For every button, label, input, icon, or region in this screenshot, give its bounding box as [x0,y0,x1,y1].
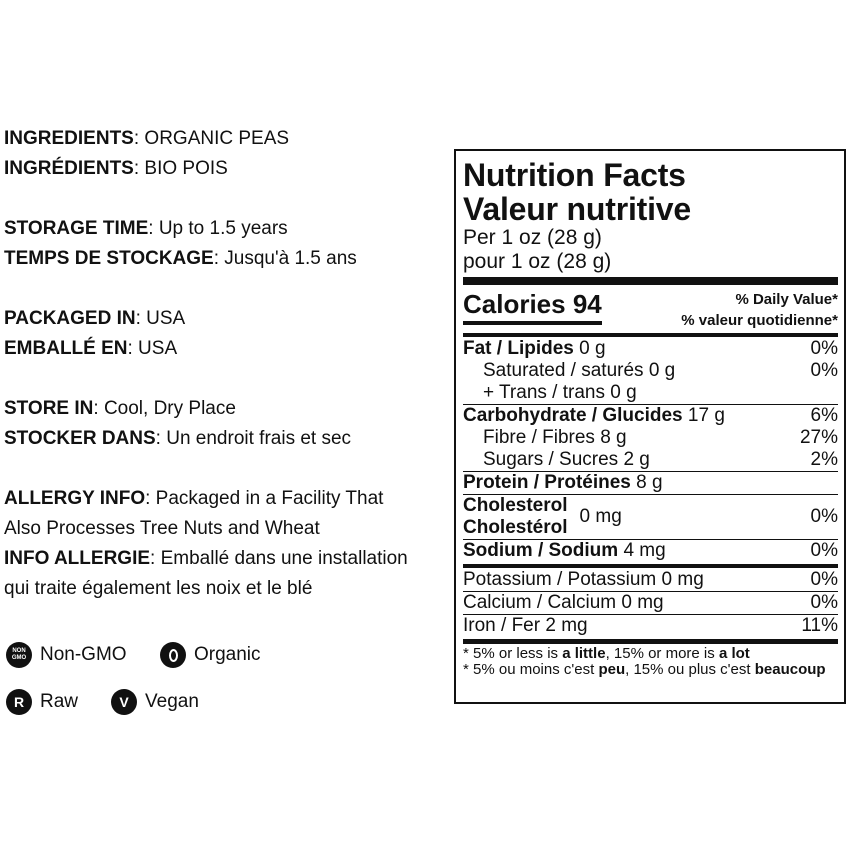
badge-non-gmo [6,642,127,668]
nutrient-row-sugars: Sugars / Sucres 2 g 2% [483,449,838,470]
daily-value-en: % Daily Value* [735,291,838,308]
raw-icon: R [6,689,32,715]
non-gmo-icon: NON GMO [6,642,32,668]
nutrient-row-trans: + Trans / trans 0 g [483,382,637,403]
storage-time-en: STORAGE TIME: Up to 1.5 years [4,218,288,239]
storage-time-fr: TEMPS DE STOCKAGE: Jusqu'à 1.5 ans [4,248,357,269]
badge-raw [6,689,78,715]
serving-size-en: Per 1 oz (28 g) [463,226,602,249]
packaged-in-fr: EMBALLÉ EN: USA [4,338,178,359]
nutrition-title-en: Nutrition Facts [463,157,686,193]
daily-value-fr: % valeur quotidienne* [681,312,838,329]
organic-icon [160,642,186,668]
badge-non-gmo-label: Non-GMO [40,644,127,665]
calories-row [463,289,838,331]
store-in-en: STORE IN: Cool, Dry Place [4,398,236,419]
nutrient-row-protein: Protein / Protéines 8 g [463,472,663,493]
nutrient-row-iron: Iron / Fer 2 mg 11% [463,615,838,636]
badge-raw-label: Raw [40,691,79,712]
ingredients-fr: INGRÉDIENTS: BIO POIS [4,158,228,179]
nutrient-row-cholesterol: Cholesterol Cholestérol 0 mg 0% [463,495,838,538]
daily-value-header [681,289,838,331]
nutrition-facts-panel [454,149,846,704]
badge-organic [160,642,261,668]
nutrient-row-fat: Fat / Lipides 0 g 0% [463,338,838,359]
nutrient-row-calcium: Calcium / Calcium 0 mg 0% [463,592,838,613]
serving-size-fr: pour 1 oz (28 g) [463,250,612,273]
footnote-fr: * 5% ou moins c'est peu, 15% ou plus c'est beaucoup [463,661,826,678]
nutrition-title-fr: Valeur nutritive [463,191,691,227]
badge-vegan-label: Vegan [145,691,199,712]
nutrient-row-carbohydrate: Carbohydrate / Glucides 17 g 6% [463,405,838,426]
badge-organic-label: Organic [194,644,261,665]
divider-medium [463,564,838,568]
allergy-info-en-cont: Also Processes Tree Nuts and Wheat [4,518,320,539]
vegan-icon: V [111,689,137,715]
nutrient-row-sodium: Sodium / Sodium 4 mg 0% [463,540,838,561]
store-in-fr: STOCKER DANS: Un endroit frais et sec [4,428,352,449]
nutrient-row-saturated: Saturated / saturés 0 g 0% [483,360,838,381]
footnote-en: * 5% or less is a little, 15% or more is a lot [463,645,750,662]
allergy-info-en: ALLERGY INFO: Packaged in a Facility That [4,488,384,509]
ingredients-en: INGREDIENTS: ORGANIC PEAS [4,128,290,149]
nutrient-row-fibre: Fibre / Fibres 8 g 27% [483,427,838,448]
divider-medium [463,333,838,337]
allergy-info-fr-cont: qui traite également les noix et le blé [4,578,313,599]
packaged-in-en: PACKAGED IN: USA [4,308,186,329]
nutrient-row-potassium: Potassium / Potassium 0 mg 0% [463,569,838,590]
allergy-info-fr: INFO ALLERGIE: Emballé dans une installation [4,548,408,569]
calories-label: Calories 94 [463,289,602,325]
divider-thick [463,277,838,285]
badge-vegan [111,689,199,715]
